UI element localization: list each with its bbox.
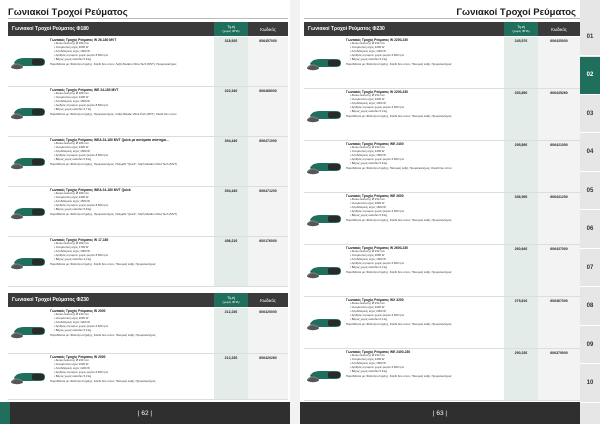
product-description: [346, 349, 504, 400]
product-specs: [346, 250, 502, 270]
product-specs: [346, 42, 502, 62]
product-price: 318,92€: [214, 37, 248, 86]
product-image: [304, 89, 346, 140]
spec-item: ▪ Αποδιδόμενη ισχύς 1500 W: [54, 100, 212, 104]
product-title: Γωνιακός Τροχός Ρεύματος W 2000: [50, 309, 106, 313]
title-divider: [8, 18, 288, 19]
product-description: [346, 89, 504, 140]
angle-grinder-image: [306, 312, 344, 334]
product-code: 606457000: [248, 37, 288, 86]
spec-item: ▪ Βάρος χωρίς καλώδιο 5,3 kg: [54, 375, 212, 379]
product-description: [346, 193, 504, 244]
spec-item: ▪ Αποδιδόμενη ισχύς 1500 W: [54, 200, 212, 204]
product-note: Παραδίδεται με: Φλάντζα στήριξης, Κλειδί δύο οπών, Πλευρική λαβή, Προφυλακτήρας: [346, 217, 452, 222]
price-column-header: [214, 22, 248, 36]
spec-item: ▪ Ονομαστική ισχύς 2400 W: [350, 358, 502, 362]
spec-item: ▪ Βάρος χωρίς καλώδιο 5,3 kg: [350, 110, 502, 114]
product-specs: [346, 94, 502, 114]
spec-item: ▪ Αποδιδόμενη ισχύς 1200 W: [54, 367, 212, 371]
product-description: [346, 141, 504, 192]
product-note: Παραδίδεται με: Φλάντζα στήριξης, Κλειδί δύο οπών, Πλευρική λαβή, Προφυλακτήρας: [346, 269, 452, 274]
product-price: 322,34€: [214, 87, 248, 136]
spec-item: ▪ Βάρος χωρίς καλώδιο 5,8 kg: [54, 208, 212, 212]
spec-item: ▪ Ονομαστική ισχύς 2200 W: [350, 46, 502, 50]
product-price: 394,44€: [214, 137, 248, 186]
angle-grinder-image: [306, 260, 344, 282]
section-title: Γωνιακοί Τροχοί Ρεύματος Φ230: [304, 22, 504, 36]
spec-item: ▪ Δίσκοι λείανσης Ø 180 mm: [54, 42, 212, 46]
angle-grinder-image: [306, 104, 344, 126]
spec-item: ▪ Ονομαστική ισχύς 2000 W: [54, 317, 212, 321]
chapter-tab-10[interactable]: 10: [580, 365, 600, 403]
angle-grinder-image: [10, 101, 48, 123]
product-image: [304, 245, 346, 296]
product-specs: [346, 146, 502, 166]
spec-item: ▪ Αποδιδόμενη ισχύς 1600 W: [54, 50, 212, 54]
spec-item: ▪ Αριθμός στροφών χωρίς φορτίο 6.600 rpm: [350, 262, 502, 266]
product-note: Παραδίδεται με: Φλάντζα στήριξης, Κλειδί δύο οπών, Πλευρική λαβή, Προφυλακτήρας: [346, 373, 452, 378]
product-code: 606437000: [538, 245, 580, 296]
product-row: [8, 137, 288, 187]
spec-item: ▪ Αποδιδόμενη ισχύς 1300 W: [350, 50, 502, 54]
product-row: [304, 141, 580, 193]
product-note: Παραδίδεται με: Φλάντζα στήριξης, Κλειδί δύο οπών, Πλευρική λαβή, Προφυλακτήρας: [50, 261, 156, 266]
product-code: 606379000: [538, 349, 580, 400]
spec-item: ▪ Βάρος χωρίς καλώδιο 5,8 kg: [350, 370, 502, 374]
product-note: Παραδίδεται με: Φλάντζα στήριξης, Προφυλακτήρας, Λαβή Metabo Vibra Tech (MVT), Κλειδί δύο οπών: [50, 111, 177, 116]
product-row: [8, 308, 288, 354]
spec-item: ▪ Ονομαστική ισχύς 2400 W: [54, 146, 212, 150]
spec-item: ▪ Βάρος χωρίς καλώδιο 5,3 kg: [54, 329, 212, 333]
chapter-tab-03[interactable]: 03: [580, 95, 600, 133]
spec-item: ▪ Αριθμός στροφών χωρίς φορτίο 6.600 rpm: [350, 366, 502, 370]
product-price: 212,23€: [214, 354, 248, 399]
spec-item: ▪ Δίσκοι λείανσης Ø 180 mm: [54, 142, 212, 146]
product-image: [8, 137, 50, 186]
product-row: [304, 193, 580, 245]
product-price: 295,89€: [504, 141, 538, 192]
product-specs: [50, 42, 212, 62]
page-title: Γωνιακοί Τροχοί Ρεύματος: [8, 7, 128, 18]
product-code: 606471200: [248, 187, 288, 236]
product-image: [8, 37, 50, 86]
product-specs: [346, 354, 502, 374]
section-header-230: [8, 293, 288, 307]
price-label: Τιμή: [517, 24, 525, 30]
product-description: [50, 137, 214, 186]
spec-item: ▪ Βάρος χωρίς καλώδιο 5,3 kg: [350, 58, 502, 62]
product-description: [50, 354, 214, 399]
chapter-tabs: [580, 0, 600, 424]
section-title: Γωνιακοί Τροχοί Ρεύματος Φ230: [8, 293, 214, 307]
angle-grinder-image: [306, 364, 344, 386]
angle-grinder-image: [10, 151, 48, 173]
product-image: [304, 297, 346, 348]
product-code: 606431200: [538, 193, 580, 244]
footer-accent: [0, 402, 10, 424]
code-column-header: Κωδικός: [248, 22, 288, 36]
product-description: [346, 245, 504, 296]
product-description: [346, 297, 504, 348]
product-image: [8, 87, 50, 136]
spec-item: ▪ Δίσκοι λείανσης Ø 180 mm: [54, 92, 212, 96]
product-row: [304, 89, 580, 141]
spec-item: ▪ Δίσκοι λείανσης Ø 230 mm: [350, 250, 502, 254]
page-title: Γωνιακοί Τροχοί Ρεύματος: [456, 7, 576, 18]
spec-item: ▪ Αριθμός στροφών χωρίς φορτίο 6.600 rpm: [350, 106, 502, 110]
chapter-tab-08[interactable]: 08: [580, 288, 600, 326]
product-note: Παραδίδεται με: Φλάντζα στήριξης, Κλειδί δύο οπών, Πλευρική λαβή, Προφυλακτήρας: [50, 378, 156, 383]
product-price: 290,23€: [504, 349, 538, 400]
angle-grinder-image: [10, 251, 48, 273]
product-note: Παραδίδεται με: Φλάντζα στήριξης, Κλειδί δύο οπών, Πλευρική λαβή, Προφυλακτήρας: [50, 332, 156, 337]
spec-item: ▪ Ονομαστική ισχύς 3200 W: [350, 306, 502, 310]
product-code: 606471000: [248, 137, 288, 186]
spec-item: ▪ Αριθμός στροφών χωρίς φορτίο 8.500 rpm: [54, 254, 212, 258]
spec-item: ▪ Βάρος χωρίς καλώδιο 5,8 kg: [54, 158, 212, 162]
product-title: Γωνιακός Τροχός Ρεύματος W 2000: [50, 355, 106, 359]
spec-item: ▪ Ονομαστική ισχύς 2400 W: [54, 196, 212, 200]
product-row: [8, 37, 288, 87]
spec-item: ▪ Βάρος χωρίς καλώδιο 4,2 kg: [54, 258, 212, 262]
spec-item: ▪ Αριθμός στροφών χωρίς φορτίο 8.500 rpm: [54, 104, 212, 108]
product-specs: [50, 192, 212, 212]
price-column-header: [214, 293, 248, 307]
price-sublabel: (χωρίς ΦΠΑ): [222, 299, 240, 304]
angle-grinder-image: [306, 208, 344, 230]
angle-grinder-image: [10, 366, 48, 388]
spec-item: ▪ Αριθμός στροφών χωρίς φορτίο 6.600 rpm: [350, 210, 502, 214]
spec-item: ▪ Ονομαστική ισχύς 1700 W: [54, 246, 212, 250]
price-label: Τιμή: [227, 24, 235, 30]
product-code: 606435260: [538, 89, 580, 140]
product-image: [304, 193, 346, 244]
product-price: 456,21€: [214, 237, 248, 286]
product-title: Γωνιακός Τροχός Ρεύματος W 2600-230: [346, 246, 408, 250]
product-title: Γωνιακός Τροχός Ρεύματος WE 2600: [346, 194, 404, 198]
product-specs: [50, 359, 212, 379]
product-row: [304, 37, 580, 89]
product-title: Γωνιακός Τροχός Ρεύματος W 26-180 MVT: [50, 38, 117, 42]
section-header-230: [304, 22, 580, 36]
spec-item: ▪ Ονομαστική ισχύς 2600 W: [350, 202, 502, 206]
spec-item: ▪ Δίσκοι λείανσης Ø 230 mm: [350, 146, 502, 150]
spec-item: ▪ Βάρος χωρίς καλώδιο 5,8 kg: [350, 162, 502, 166]
spec-item: ▪ Αποδιδόμενη ισχύς 1300 W: [350, 102, 502, 106]
spec-item: ▪ Βάρος χωρίς καλώδιο 6,4 kg: [350, 318, 502, 322]
spec-item: ▪ Βάρος χωρίς καλώδιο 5,7 kg: [54, 108, 212, 112]
chapter-tab-09[interactable]: 09: [580, 326, 600, 364]
spec-item: ▪ Δίσκοι λείανσης Ø 230 mm: [350, 42, 502, 46]
code-column-header: Κωδικός: [538, 22, 580, 36]
spec-item: ▪ Αποδιδόμενη ισχύς 1200 W: [54, 321, 212, 325]
product-code: 606421000: [538, 141, 580, 192]
product-row: [304, 297, 580, 349]
page-gutter: [290, 0, 300, 424]
spec-item: ▪ Ονομαστική ισχύς 2200 W: [350, 98, 502, 102]
product-title: Γωνιακός Τροχός Ρεύματος WEA 24-180 MVT Quick με αυτόματο σύστημα...: [50, 138, 169, 142]
angle-grinder-image: [306, 52, 344, 74]
spec-item: ▪ Αριθμός στροφών χωρίς φορτίο 8.500 rpm: [54, 154, 212, 158]
price-label: Τιμή: [227, 295, 235, 301]
product-price: 394,44€: [214, 187, 248, 236]
product-code: 606435000: [538, 37, 580, 88]
spec-item: ▪ Αριθμός στροφών χωρίς φορτίο 8.500 rpm: [54, 54, 212, 58]
spec-item: ▪ Βάρος χωρίς καλώδιο 6,2 kg: [350, 266, 502, 270]
code-column-header: Κωδικός: [248, 293, 288, 307]
product-specs: [346, 198, 502, 218]
chapter-tab-07[interactable]: 07: [580, 249, 600, 287]
product-price: 336,99€: [504, 193, 538, 244]
product-specs: [50, 242, 212, 262]
price-column-header: [504, 22, 538, 36]
right-page: [300, 0, 580, 424]
product-price: 245,57€: [504, 37, 538, 88]
spec-item: ▪ Δίσκοι λείανσης Ø 230 mm: [350, 94, 502, 98]
spec-item: ▪ Ονομαστική ισχύς 2400 W: [54, 96, 212, 100]
product-image: [304, 141, 346, 192]
spec-item: ▪ Αποδιδόμενη ισχύς 1500 W: [350, 362, 502, 366]
product-title: Γωνιακός Τροχός Ρεύματος WE 2400: [346, 142, 404, 146]
spec-item: ▪ Δίσκοι λείανσης Ø 180 mm: [54, 242, 212, 246]
section-title: Γωνιακοί Τροχοί Ρεύματος Φ180: [8, 22, 214, 36]
product-note: Παραδίδεται με: Φλάντζα στήριξης, Προφυλακτήρας, Παξιμάδι "Quick", Λαβή Metabo Vibra Tech (MVT): [50, 161, 177, 166]
page-number: | 63 |: [432, 409, 448, 417]
spec-item: ▪ Δίσκοι λείανσης Ø 230 mm: [350, 354, 502, 358]
chapter-tab-02[interactable]: 02: [580, 57, 600, 95]
product-image: [304, 349, 346, 400]
chapter-tab-06[interactable]: 06: [580, 211, 600, 249]
product-row: [8, 87, 288, 137]
product-price: 279,81€: [504, 297, 538, 348]
product-code: 606420260: [248, 354, 288, 399]
product-description: [50, 308, 214, 353]
product-specs: [50, 313, 212, 333]
angle-grinder-image: [306, 156, 344, 178]
spec-item: ▪ Ονομαστική ισχύς 2400 W: [350, 150, 502, 154]
spec-item: ▪ Αριθμός στροφών χωρίς φορτίο 6.600 rpm: [350, 54, 502, 58]
product-note: Παραδίδεται με: Φλάντζα στήριξης, Κλειδί δύο οπών, Πλευρική λαβή, Προφυλακτήρας: [346, 61, 452, 66]
spec-item: ▪ Βάρος χωρίς καλώδιο 5,8 kg: [54, 58, 212, 62]
product-image: [8, 237, 50, 286]
angle-grinder-image: [10, 320, 48, 342]
product-image: [8, 354, 50, 399]
product-title: Γωνιακός Τροχός Ρεύματος WE 24-180 MVT: [50, 88, 119, 92]
product-note: Παραδίδεται με: Φλάντζα στήριξης, Κλειδί δύο οπών, Λαβή Metabo Vibra Tech (MVT), Προφυλακτήρας: [50, 61, 177, 66]
product-specs: [346, 302, 502, 322]
page-footer: [0, 402, 290, 424]
spec-item: ▪ Αριθμός στροφών χωρίς φορτίο 6.600 rpm: [350, 314, 502, 318]
spec-item: ▪ Δίσκοι λείανσης Ø 230 mm: [350, 198, 502, 202]
spec-item: ▪ Αποδιδόμενη ισχύς 1500 W: [54, 150, 212, 154]
chapter-tab-04[interactable]: 04: [580, 134, 600, 172]
product-code: 600176000: [248, 237, 288, 286]
spec-item: ▪ Δίσκοι λείανσης Ø 230 mm: [350, 302, 502, 306]
chapter-tab-05[interactable]: 05: [580, 172, 600, 210]
spec-item: ▪ Ονομαστική ισχύς 2600 W: [350, 254, 502, 258]
product-note: Παραδίδεται με: Φλάντζα στήριξης, Κλειδί δύο οπών, Πλευρική λαβή, Προφυλακτήρας: [346, 321, 452, 326]
product-note: Παραδίδεται με: Φλάντζα στήριξης, Πλευρική λαβή, Προφυλακτήρας, Κλειδί δύο οπών: [346, 165, 452, 170]
spec-item: ▪ Αποδιδόμενη ισχύς 1600 W: [350, 258, 502, 262]
page-number: | 62 |: [137, 409, 153, 417]
product-row: [304, 349, 580, 401]
spec-item: ▪ Δίσκοι λείανσης Ø 230 mm: [54, 313, 212, 317]
price-sublabel: (χωρίς ΦΠΑ): [222, 28, 240, 33]
product-image: [8, 308, 50, 353]
product-title: Γωνιακός Τροχός Ρεύματος WE 2400-230: [346, 350, 411, 354]
spec-item: ▪ Αριθμός στροφών χωρίς φορτίο 6.600 rpm: [350, 158, 502, 162]
angle-grinder-image: [10, 51, 48, 73]
product-row: [8, 187, 288, 237]
product-title: Γωνιακός Τροχός Ρεύματος W 2200-230: [346, 38, 408, 42]
product-description: [346, 37, 504, 88]
spec-item: ▪ Αποδιδόμενη ισχύς 2000 W: [350, 310, 502, 314]
product-description: [50, 237, 214, 286]
page-footer: [300, 402, 580, 424]
product-code: 606420000: [248, 308, 288, 353]
spec-item: ▪ Αποδιδόμενη ισχύς 1050 W: [54, 250, 212, 254]
spec-item: ▪ Αποδιδόμενη ισχύς 1600 W: [350, 206, 502, 210]
product-title: Γωνιακός Τροχός Ρεύματος WX 3200: [346, 298, 404, 302]
product-price: 253,85€: [504, 89, 538, 140]
product-image: [8, 187, 50, 236]
product-description: [50, 37, 214, 86]
chapter-tab-01[interactable]: 01: [580, 18, 600, 56]
section-header-180: [8, 22, 288, 36]
product-note: Παραδίδεται με: Φλάντζα στήριξης, Προφυλακτήρας, Παξιμάδι "Quick", Λαβή Metabo Vibra Tech (MVT): [50, 211, 177, 216]
product-code: 606468000: [248, 87, 288, 136]
spec-item: ▪ Δίσκοι λείανσης Ø 230 mm: [54, 359, 212, 363]
product-description: [50, 187, 214, 236]
product-description: [50, 87, 214, 136]
angle-grinder-image: [10, 201, 48, 223]
product-price: 212,23€: [214, 308, 248, 353]
product-title: Γωνιακός Τροχός Ρεύματος W 17-180: [50, 238, 109, 242]
title-divider: [304, 18, 580, 19]
product-row: [8, 237, 288, 287]
spec-item: ▪ Ονομαστική ισχύς 2000 W: [54, 363, 212, 367]
product-price: 260,64€: [504, 245, 538, 296]
product-code: 606367000: [538, 297, 580, 348]
spec-item: ▪ Αριθμός στροφών χωρίς φορτίο 6.600 rpm: [54, 325, 212, 329]
spec-item: ▪ Αριθμός στροφών χωρίς φορτίο 6.600 rpm: [54, 371, 212, 375]
spec-item: ▪ Αποδιδόμενη ισχύς 1500 W: [350, 154, 502, 158]
spec-item: ▪ Ονομαστική ισχύς 2600 W: [54, 46, 212, 50]
price-sublabel: (χωρίς ΦΠΑ): [512, 28, 530, 33]
left-page: [0, 0, 290, 424]
spec-item: ▪ Βάρος χωρίς καλώδιο 5,8 kg: [350, 214, 502, 218]
product-title: Γωνιακός Τροχός Ρεύματος W 2200-230: [346, 90, 408, 94]
product-row: [304, 245, 580, 297]
product-note: Παραδίδεται με: Φλάντζα στήριξης, Κλειδί δύο οπών, Πλευρική λαβή, Προφυλακτήρας: [346, 113, 452, 118]
spec-item: ▪ Αριθμός στροφών χωρίς φορτίο 8.500 rpm: [54, 204, 212, 208]
spec-item: ▪ Δίσκοι λείανσης Ø 180 mm: [54, 192, 212, 196]
product-specs: [50, 142, 212, 162]
product-specs: [50, 92, 212, 112]
product-image: [304, 37, 346, 88]
product-title: Γωνιακός Τροχός Ρεύματος WEA 24-180 MVT Quick: [50, 188, 131, 192]
product-row: [8, 354, 288, 400]
